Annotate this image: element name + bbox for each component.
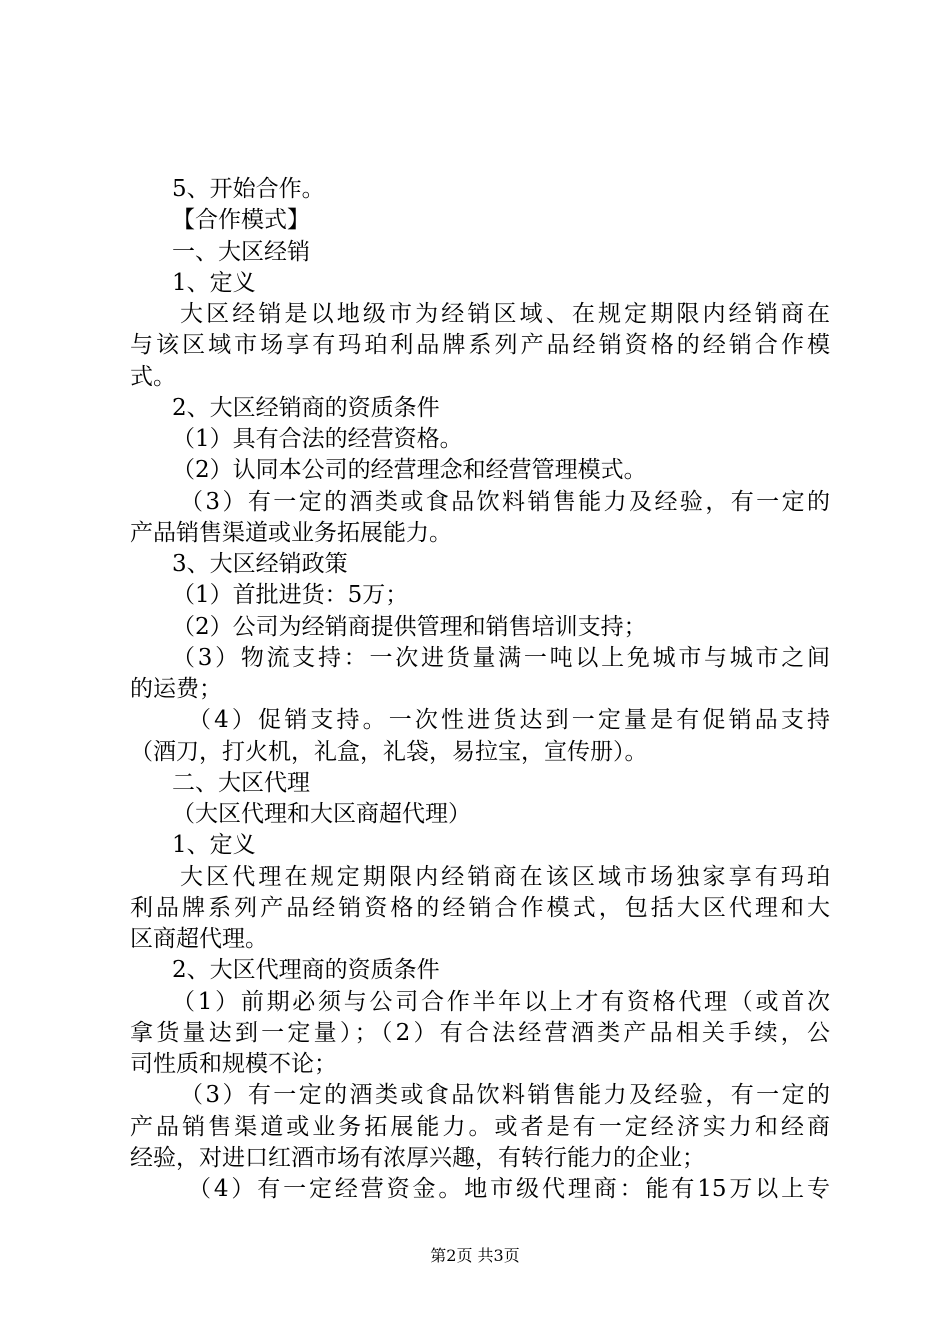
text-line: 大区代理在规定期限内经销商在该区域市场独家享有玛珀 [180, 863, 830, 890]
text-line: （1）前期必须与公司合作半年以上才有资格代理（或首次 [172, 988, 830, 1015]
text-line: 的运费； [130, 676, 222, 702]
text-line: 1、定义 [172, 832, 256, 859]
text-line: 与该区域市场享有玛珀利品牌系列产品经销资格的经销合作模 [130, 332, 830, 359]
text-line: （1）首批进货：5万； [172, 582, 409, 609]
text-line: 司性质和规模不论； [130, 1051, 337, 1077]
text-line: 【合作模式】 [172, 207, 310, 234]
page-footer [0, 1243, 950, 1266]
text-line: 2、大区经销商的资质条件 [172, 394, 440, 421]
text-line: （4）有一定经营资金。地市级代理商：能有15万以上专 [188, 1176, 830, 1202]
text-line: （2）公司为经销商提供管理和销售培训支持； [172, 613, 647, 640]
text-line: （大区代理和大区商超代理） [172, 801, 471, 827]
text-line: （2）认同本公司的经营理念和经营管理模式。 [172, 457, 647, 484]
text-line: 产品销售渠道或业务拓展能力。 [130, 519, 452, 546]
page-number: 第2页 共3页 [430, 1246, 520, 1265]
document-body [130, 174, 830, 1205]
text-line: 经验，对进口红酒市场有浓厚兴趣，有转行能力的企业； [130, 1144, 705, 1171]
text-line: 产品销售渠道或业务拓展能力。或者是有一定经济实力和经商 [130, 1113, 830, 1140]
text-line: 5、开始合作。 [172, 176, 325, 202]
text-line: 二、大区代理 [172, 769, 310, 796]
text-line: （4）促销支持。一次性进货达到一定量是有促销品支持 [188, 707, 830, 734]
text-line: 一、大区经销 [172, 238, 310, 265]
text-line: 式。 [130, 363, 176, 390]
text-line: （3）物流支持：一次进货量满一吨以上免城市与城市之间 [172, 644, 830, 671]
text-line: 区商超代理。 [130, 926, 268, 952]
text-line: （1）具有合法的经营资格。 [172, 426, 463, 452]
text-line: 2、大区代理商的资质条件 [172, 957, 440, 984]
text-line: 拿货量达到一定量）；（2）有合法经营酒类产品相关手续，公 [130, 1019, 830, 1046]
text-line: 3、大区经销政策 [172, 551, 348, 577]
text-line: （3）有一定的酒类或食品饮料销售能力及经验，有一定的 [180, 1082, 830, 1109]
text-line: 大区经销是以地级市为经销区域、在规定期限内经销商在 [180, 301, 830, 327]
text-line: （3）有一定的酒类或食品饮料销售能力及经验，有一定的 [180, 488, 830, 515]
text-line: （酒刀，打火机，礼盒，礼袋，易拉宝，宣传册）。 [130, 738, 648, 765]
text-line: 利品牌系列产品经销资格的经销合作模式，包括大区代理和大 [130, 894, 830, 921]
text-line: 1、定义 [172, 269, 256, 296]
